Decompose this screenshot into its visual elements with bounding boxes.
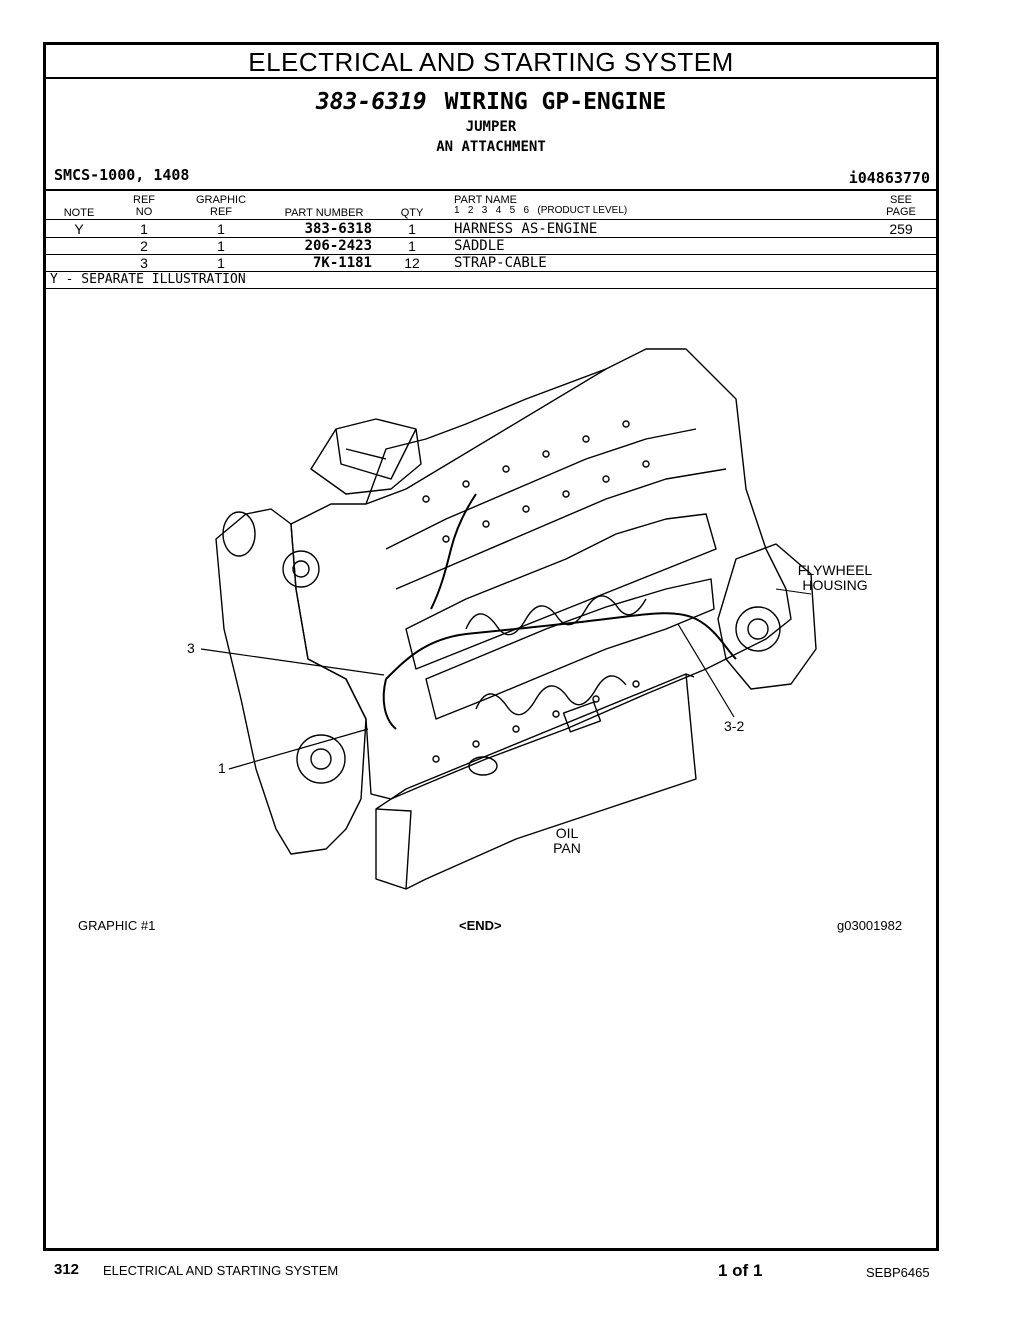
- info-id: i04863770: [848, 169, 930, 187]
- graphic-label: GRAPHIC #1: [78, 918, 156, 933]
- row2-ref-no: 2: [140, 238, 148, 254]
- label-flywheel-line1: FLYWHEEL: [797, 562, 873, 578]
- row2-part-name: SADDLE: [454, 238, 505, 254]
- col-ref-no-top: REF: [133, 194, 155, 206]
- timing-cover-shape: [216, 509, 366, 854]
- row3-ref-no: 3: [140, 255, 148, 271]
- end-marker: <END>: [459, 918, 502, 933]
- oil-pan-shape: [376, 674, 696, 889]
- row1-part-name: HARNESS AS-ENGINE: [454, 221, 598, 237]
- row1-qty: 1: [408, 221, 416, 237]
- col-graphic-ref-top: GRAPHIC: [195, 194, 247, 206]
- section-header: ELECTRICAL AND STARTING SYSTEM: [46, 45, 936, 79]
- col-see-page-top: SEE: [889, 194, 912, 206]
- row2-qty: 1: [408, 238, 416, 254]
- col-see-page-bottom: PAGE: [886, 206, 916, 218]
- row2-graphic-ref: 1: [217, 238, 225, 254]
- engine-illustration: [46, 289, 936, 929]
- leader-line-3: [201, 649, 384, 675]
- row1-see-page: 259: [889, 221, 913, 237]
- row1-part-number: 383-6318: [304, 221, 372, 237]
- page-number: 312: [54, 1261, 80, 1278]
- row2-part-number: 206-2423: [304, 238, 372, 254]
- row3-part-name: STRAP-CABLE: [454, 255, 547, 271]
- smcs-code: SMCS-1000, 1408: [54, 166, 190, 184]
- graphic-id: g03001982: [837, 918, 903, 933]
- row3-qty: 12: [404, 255, 420, 271]
- part-title: [46, 89, 936, 115]
- row3-part-number: 7K-1181: [312, 255, 372, 271]
- label-oil-pan-line1: OIL: [555, 825, 579, 841]
- callout-3: 3: [187, 640, 195, 656]
- group-name: WIRING GP-ENGINE: [444, 89, 667, 115]
- page-frame: [43, 42, 939, 1251]
- document-id: SEBP6465: [866, 1265, 930, 1280]
- legend-note: Y - SEPARATE ILLUSTRATION: [50, 272, 246, 287]
- callout-1: 1: [218, 760, 226, 776]
- footer-section: ELECTRICAL AND STARTING SYSTEM: [103, 1263, 339, 1278]
- subtitle-jumper: JUMPER: [465, 119, 517, 135]
- col-graphic-ref-bottom: REF: [210, 206, 232, 218]
- col-part-name: PART NAME: [454, 194, 517, 206]
- col-qty: QTY: [400, 207, 424, 219]
- row1-graphic-ref: 1: [217, 221, 225, 237]
- col-product-levels: 1 2 3 4 5 6 (PRODUCT LEVEL): [454, 205, 628, 216]
- group-part-number: 383-6319: [315, 89, 427, 115]
- table-top-rule: [46, 189, 936, 191]
- row1-ref-no: 1: [140, 221, 148, 237]
- col-part-number: PART NUMBER: [284, 207, 364, 219]
- row1-note: Y: [74, 221, 84, 237]
- leader-line-1: [229, 729, 368, 769]
- ecm-box-shape: [311, 419, 421, 494]
- row3-graphic-ref: 1: [217, 255, 225, 271]
- col-ref-no-bottom: NO: [135, 206, 153, 218]
- leader-line-3-2: [678, 624, 734, 717]
- callout-3-2: 3-2: [724, 718, 745, 734]
- label-flywheel-line2: HOUSING: [802, 577, 868, 593]
- col-note: NOTE: [63, 207, 95, 219]
- subtitle-attachment: AN ATTACHMENT: [436, 139, 546, 155]
- header-rule: [46, 219, 936, 220]
- label-oil-pan-line2: PAN: [553, 840, 581, 856]
- engine-block-shape: [291, 349, 791, 799]
- page-of: 1 of 1: [718, 1261, 763, 1280]
